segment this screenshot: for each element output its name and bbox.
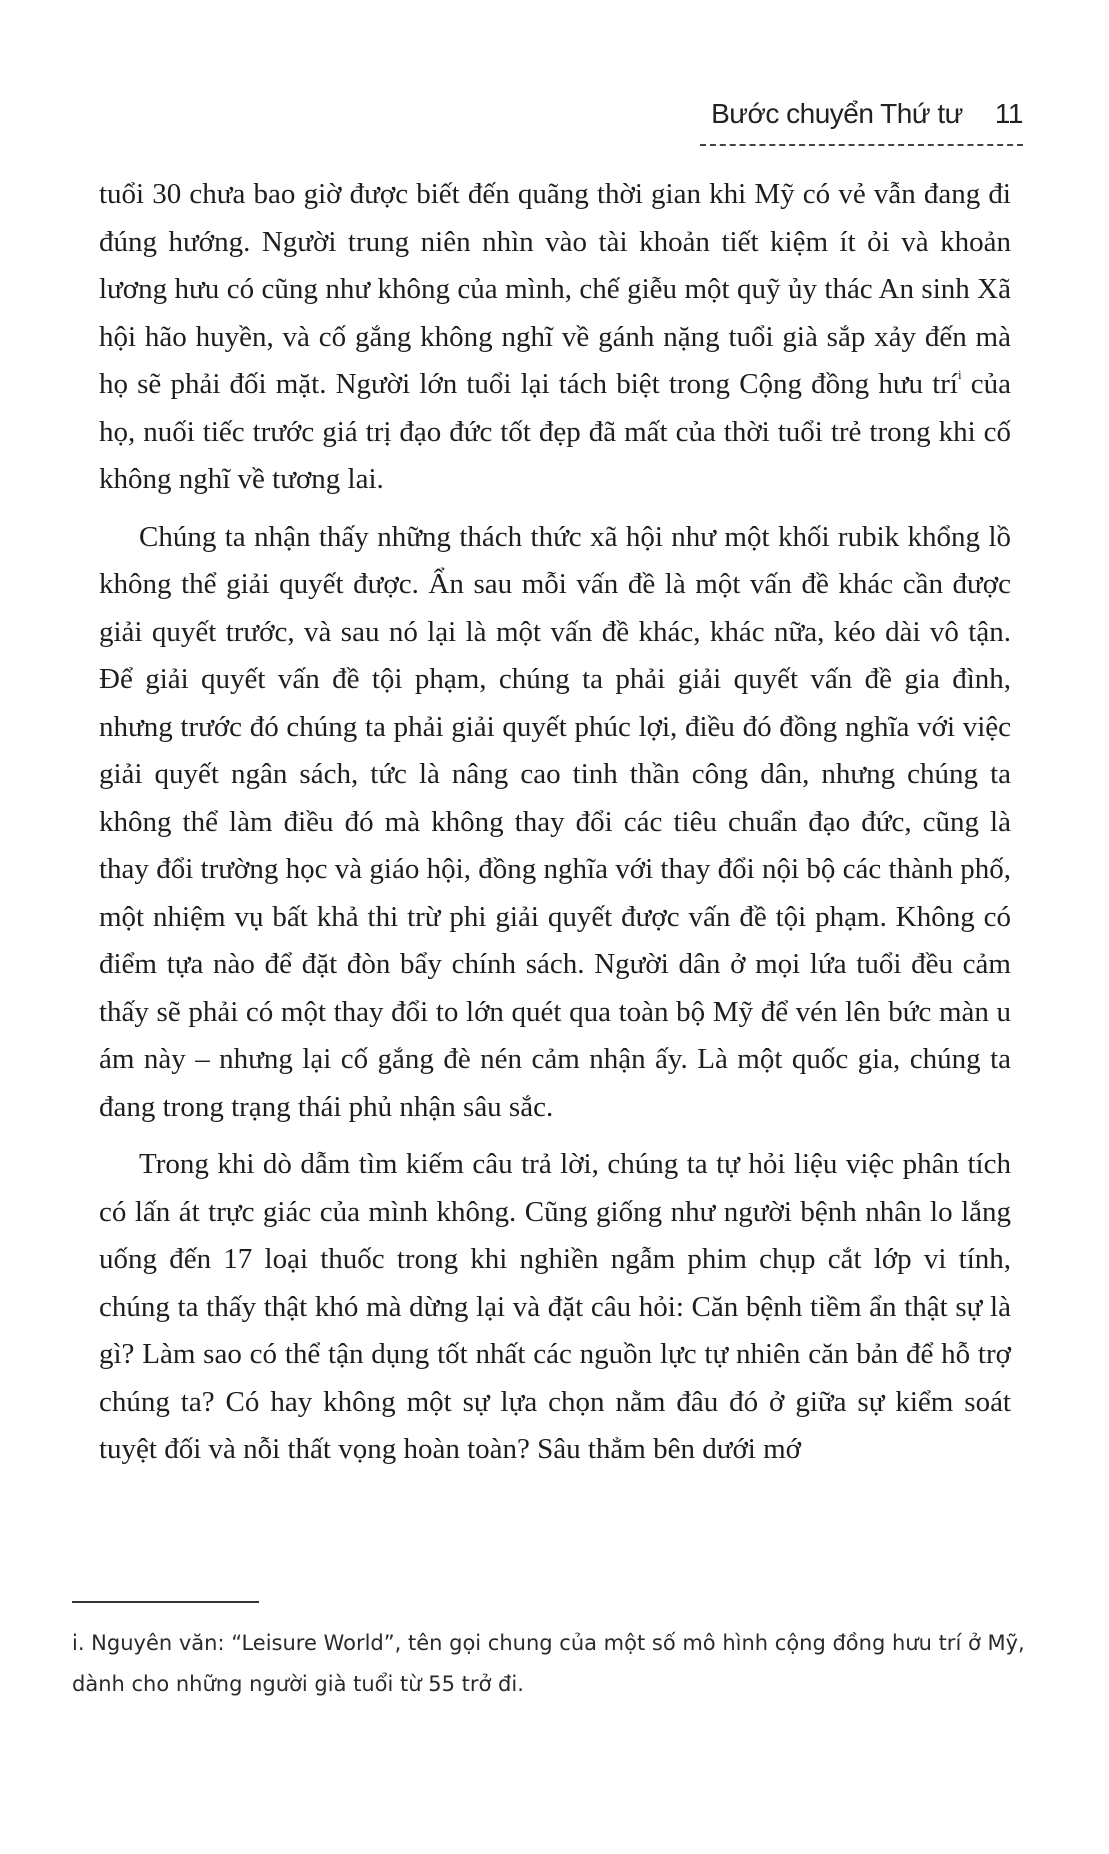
paragraph-1-text: tuổi 30 chưa bao giờ được biết đến quãng thời gian khi Mỹ có vẻ vẫn đang đi đúng hướng. Người trung niên nhìn vào tài khoản tiết kiệm ít ỏi và khoản lương hưu có cũng như không của mình, chế giễu một quỹ ủy thác An sinh Xã hội hão huyền, và cố gắng không nghĩ về gánh nặng tuổi già sắp xảy đến mà họ sẽ phải đối mặt. Người lớn tuổi lại tách biệt trong Cộng đồng hưu trí (99, 178, 1011, 400)
paragraph-1-tail: của họ, nuối tiếc trước giá trị đạo đức tốt đẹp đã mất của thời tuổi trẻ trong khi cố không nghĩ về tương lai. (99, 368, 1011, 495)
footnote-marker[interactable]: i (957, 367, 962, 382)
paragraph-1 (99, 171, 1011, 504)
header-divider (700, 144, 1023, 146)
paragraph-2: Chúng ta nhận thấy những thách thức xã hội như một khối rubik khổng lồ không thể giải quyết được. Ẩn sau mỗi vấn đề là một vấn đề khác cần được giải quyết trước, và sau nó lại là một vấn đề khác, khác nữa, kéo dài vô tận. Để giải quyết vấn đề tội phạm, chúng ta phải giải quyết vấn đề gia đình, nhưng trước đó chúng ta phải giải quyết phúc lợi, điều đó đồng nghĩa với việc giải quyết ngân sách, tức là nâng cao tinh thần công dân, nhưng chúng ta không thể làm điều đó mà không thay đổi các tiêu chuẩn đạo đức, cũng là thay đổi trường học và giáo hội, đồng nghĩa với thay đổi nội bộ các thành phố, một nhiệm vụ bất khả thi trừ phi giải quyết được vấn đề tội phạm. Không có điểm tựa nào để đặt đòn bẩy chính sách. Người dân ở mọi lứa tuổi đều cảm thấy sẽ phải có một thay đổi to lớn quét qua toàn bộ Mỹ để vén lên bức màn u ám này – nhưng lại cố gắng đè nén cảm nhận ấy. Là một quốc gia, chúng ta đang trong trạng thái phủ nhận sâu sắc. (99, 520, 1011, 1123)
footnote: i. Nguyên văn: “Leisure World”, tên gọi chung của một số mô hình cộng đồng hưu trí ở Mỹ, dành cho những người già tuổi từ 55 trở đi. (72, 1631, 1025, 1696)
footnote-divider (72, 1601, 259, 1603)
running-header (711, 98, 1023, 130)
paragraph-3: Trong khi dò dẫm tìm kiếm câu trả lời, chúng ta tự hỏi liệu việc phân tích có lấn át trực giác của mình không. Cũng giống như người bệnh nhân lo lắng uống đến 17 loại thuốc trong khi nghiền ngẫm phim chụp cắt lớp vi tính, chúng ta thấy thật khó mà dừng lại và đặt câu hỏi: Căn bệnh tiềm ẩn thật sự là gì? Làm sao có thể tận dụng tốt nhất các nguồn lực tự nhiên căn bản để hỗ trợ chúng ta? Có hay không một sự lựa chọn nằm đâu đó ở giữa sự kiểm soát tuyệt đối và nỗi thất vọng hoàn toàn? Sâu thẳm bên dưới mớ (99, 1148, 1011, 1465)
page-number: 11 (994, 98, 1023, 129)
chapter-title: Bước chuyển Thứ tư (711, 98, 963, 129)
body-text (99, 171, 1011, 1474)
